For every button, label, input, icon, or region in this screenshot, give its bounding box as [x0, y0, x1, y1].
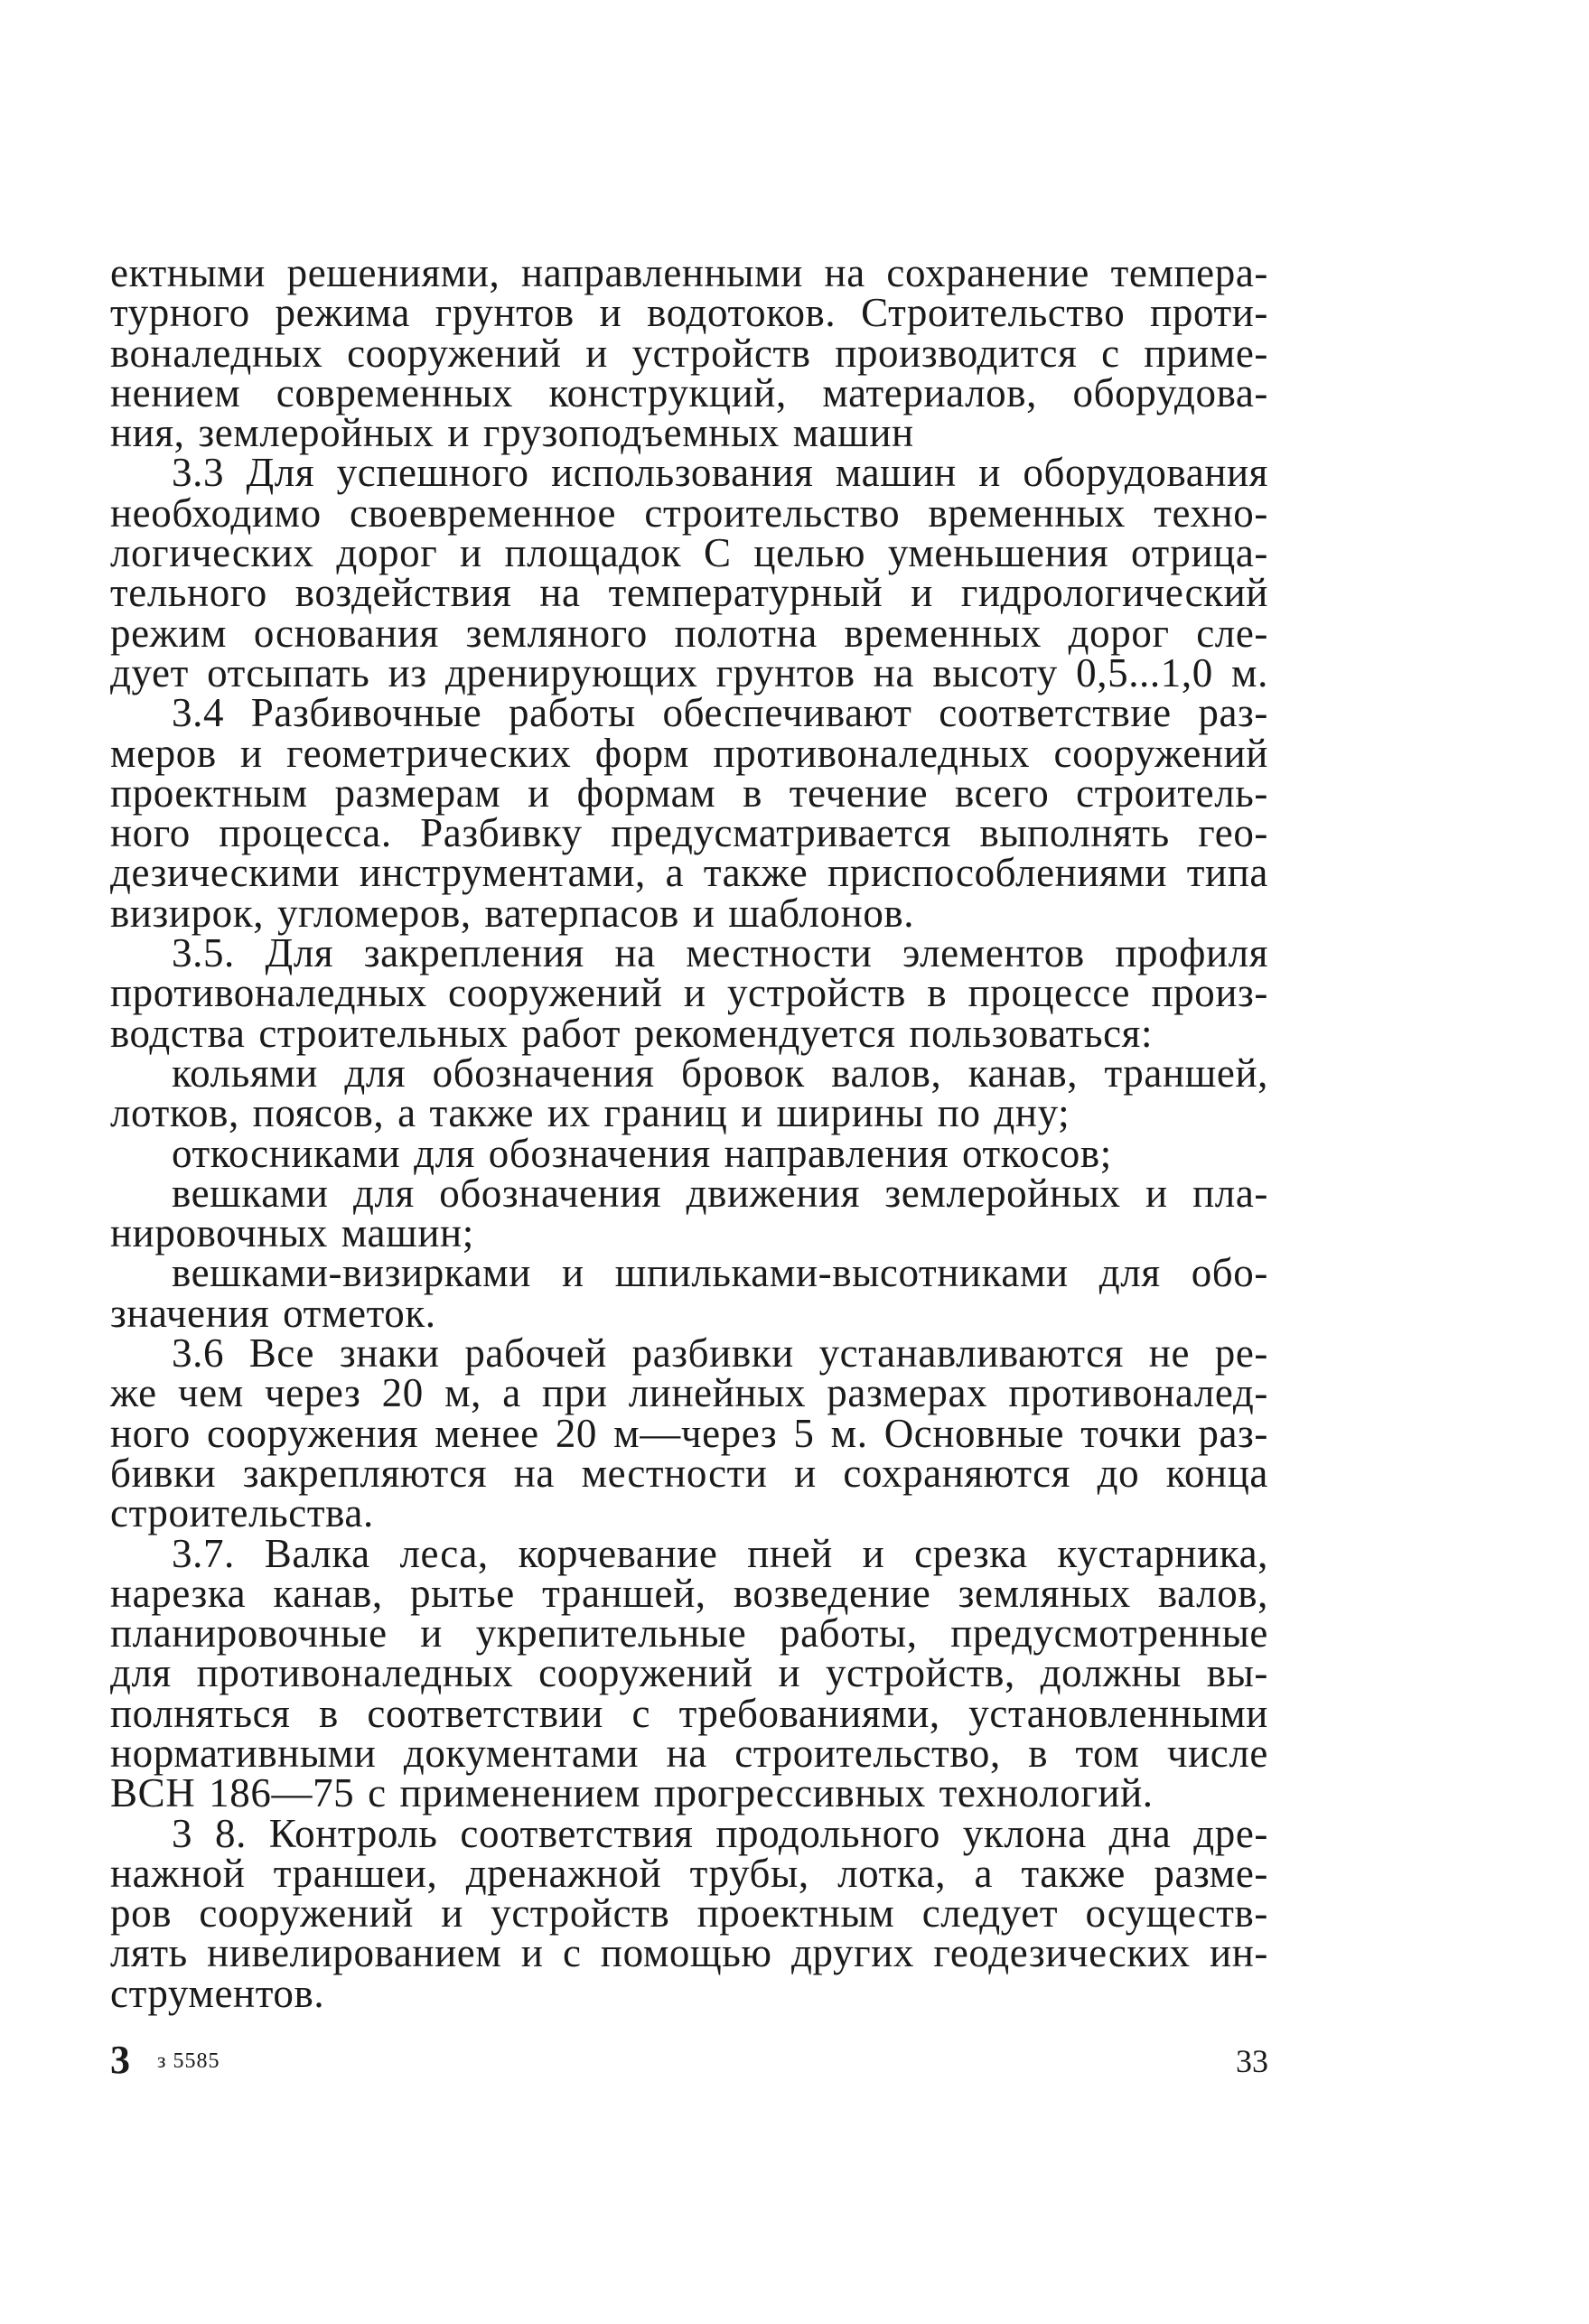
text-line: нением современных конструкций, материалов, оборудова- [110, 369, 1268, 415]
text-line: 3 8. Контроль соответствия продольного уклона дна дре- [172, 1810, 1268, 1856]
text-line: дует отсыпать из дренирующих грунтов на высоту 0,5...1,0 м. [110, 649, 1268, 695]
page-footer [110, 2037, 1268, 2082]
text-line: 3.4 Разбивочные работы обеспечивают соответствие раз- [172, 690, 1268, 736]
text-line: же чем через 20 м, а при линейных размерах противоналед- [110, 1370, 1268, 1416]
text-line: 3.7. Валка леса, корчевание пней и срезка кустарника, [172, 1530, 1268, 1576]
text-line: воналедных сооружений и устройств производится с приме- [110, 330, 1268, 376]
text-line: лять нивелированием и с помощью других геодезических ин- [110, 1930, 1268, 1976]
text-line: водства строительных работ рекомендуется пользоваться: [110, 1010, 1154, 1056]
text-line: ектными решениями, направленными на сохранение темпера- [110, 250, 1268, 295]
text-line: противоналедных сооружений и устройств в процессе произ- [110, 970, 1268, 1016]
text-line: значения отметок. [110, 1290, 436, 1336]
text-line: вешками для обозначения движения землеройных и пла- [172, 1170, 1268, 1216]
text-line: ния, землеройных и грузоподъемных машин [110, 410, 914, 456]
text-line: ного процесса. Разбивку предусматривается выполнять гео- [110, 810, 1268, 856]
text-line: кольями для обозначения бровок валов, канав, траншей, [172, 1050, 1268, 1096]
text-line: строительства. [110, 1490, 374, 1536]
text-line: нарезка канав, рытье траншей, возведение земляных валов, [110, 1570, 1268, 1616]
text-line: планировочные и укрепительные работы, предусмотренные [110, 1610, 1268, 1657]
text-line: нажной траншеи, дренажной трубы, лотка, а также разме- [110, 1850, 1268, 1896]
text-line: струментов. [110, 1970, 325, 2016]
text-line: турного режима грунтов и водотоков. Строительство проти- [110, 290, 1268, 336]
text-line: полняться в соответствии с требованиями, установленными [110, 1690, 1268, 1736]
text-line: ров сооружений и устройств проектным следует осуществ- [110, 1890, 1268, 1937]
text-line: дезическими инструментами, а также приспособлениями типа [110, 850, 1268, 896]
text-line: 3.3 Для успешного использования машин и оборудования [172, 450, 1268, 496]
text-line: тельного воздействия на температурный и гидрологический [110, 570, 1268, 616]
text-line: лотков, поясов, а также их границ и ширины по дну; [110, 1090, 1070, 1136]
text-line: режим основания земляного полотна временных дорог сле- [110, 610, 1268, 656]
print-order-number: з 5585 [157, 2049, 220, 2073]
page-body [110, 250, 1268, 2016]
text-line: нировочных машин; [110, 1210, 474, 1256]
text-line: нормативными документами на строительство, в том числе [110, 1730, 1268, 1776]
text-line: ного сооружения менее 20 м—через 5 м. Основные точки раз- [110, 1410, 1268, 1456]
text-line: необходимо своевременное строительство временных техно- [110, 490, 1268, 536]
text-line: проектным размерам и формам в течение всего строитель- [110, 770, 1268, 816]
text-line: меров и геометрических форм противоналедных сооружений [110, 730, 1268, 776]
text-line: бивки закрепляются на местности и сохраняются до конца [110, 1450, 1268, 1496]
text-line: визирок, угломеров, ватерпасов и шаблонов. [110, 890, 915, 936]
text-line: вешками-визирками и шпильками-высотниками для обо- [172, 1250, 1268, 1296]
text-line: для противоналедных сооружений и устройств, должны вы- [110, 1650, 1268, 1696]
text-line: откосниками для обозначения направления откосов; [172, 1130, 1112, 1176]
text-line: ВСН 186—75 с применением прогрессивных технологий. [110, 1770, 1154, 1816]
signature-mark: 3 [110, 2038, 130, 2082]
text-line: логических дорог и площадок С целью уменьшения отрица- [110, 530, 1268, 576]
text-line: 3.6 Все знаки рабочей разбивки устанавливаются не ре- [172, 1330, 1268, 1377]
text-line: 3.5. Для закрепления на местности элементов профиля [172, 930, 1268, 976]
page-number: 33 [1236, 2043, 1268, 2079]
